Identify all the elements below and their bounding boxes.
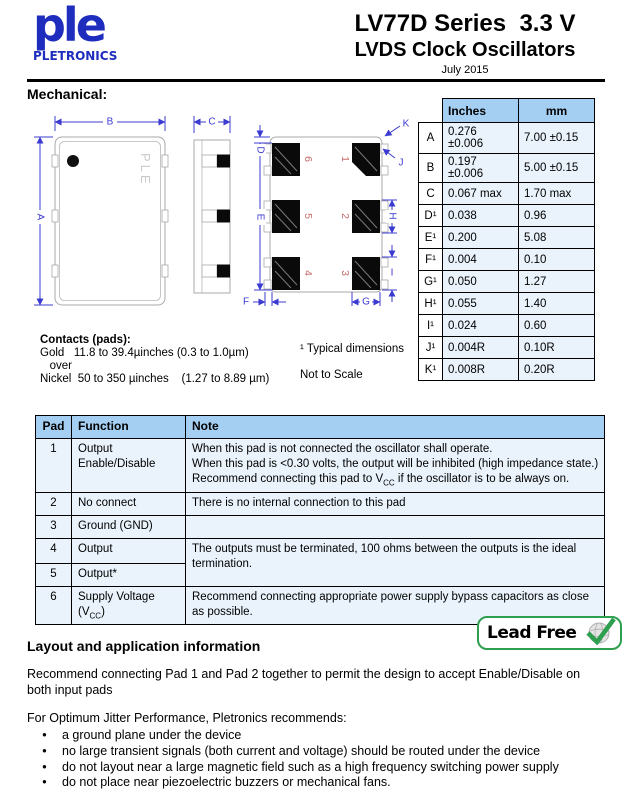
table-row: 2 No connect There is no internal connection to this pad (36, 492, 605, 515)
table-row: D¹ 0.038 0.96 (419, 205, 595, 227)
pad-number-4: 4 (302, 270, 314, 276)
list-item: • a ground plane under the device (27, 728, 607, 744)
pad-number-6: 6 (302, 156, 314, 162)
table-header-row (36, 416, 605, 439)
lead-free-label: Lead Free (487, 623, 582, 643)
col-header-pad: Pad (36, 416, 72, 439)
table-row: K¹ 0.008R 0.20R (419, 359, 595, 381)
pin1-marker-dot (67, 155, 79, 167)
logo-ple-text: ple (33, 0, 104, 52)
recommendations-list (27, 728, 607, 791)
bullet-icon: • (42, 743, 47, 758)
mechanical-drawing (25, 105, 415, 320)
mechanical-heading: Mechanical: (27, 86, 108, 102)
empty-corner-cell (419, 99, 443, 123)
logo-subtext: PLETRONICS (33, 48, 118, 63)
list-item: • no large transient signals (both current and voltage) should be routed under the device (27, 744, 607, 760)
typical-dimensions-note: ¹ Typical dimensions (300, 343, 404, 355)
table-row: H¹ 0.055 1.40 (419, 293, 595, 315)
bullet-icon: • (42, 728, 47, 742)
table-row: B 0.197 ±0.006 5.00 ±0.15 (419, 154, 595, 183)
globe-checkmark-icon (584, 617, 616, 645)
dim-label-h: H (386, 212, 398, 220)
bullet-icon: • (42, 759, 47, 774)
table-row: G¹ 0.050 1.27 (419, 271, 595, 293)
table-row: C 0.067 max 1.70 max (419, 183, 595, 205)
col-header-inches: Inches (443, 99, 519, 123)
table-row: 3 Ground (GND) (36, 515, 605, 538)
bottom-view (243, 119, 410, 309)
page-subtitle: LVDS Clock Oscillators (354, 39, 576, 61)
contacts-over: over (40, 360, 72, 372)
col-header-note: Note (186, 416, 605, 439)
table-row: 4 Output The outputs must be terminated, 100 ohms between the outputs is the ideal termination. (36, 538, 605, 563)
pletronics-logo (33, 0, 133, 63)
pad-number-1: 1 (339, 156, 351, 162)
dim-label-d: D (254, 146, 266, 154)
pad-number-3: 3 (339, 270, 351, 276)
page-title: LV77D Series 3.3 V (354, 10, 576, 37)
dim-label-f: F (242, 296, 250, 308)
col-header-mm: mm (519, 99, 595, 123)
package-watermark: PLE (138, 153, 153, 187)
dim-label-g: G (362, 296, 370, 308)
layout-paragraph-2: For Optimum Jitter Performance, Pletronics recommends: (27, 711, 347, 725)
dim-label-c: C (208, 116, 216, 128)
dim-label-e: E (254, 213, 266, 221)
pad-function-table (35, 415, 605, 625)
top-view (34, 116, 168, 305)
dim-label-b: B (106, 116, 114, 128)
contacts-gold: Gold 11.8 to 39.4µinches (0.3 to 1.0µm) (40, 347, 249, 359)
drawing-notes (300, 343, 404, 381)
list-item: • do not place near piezoelectric buzzers or mechanical fans. (27, 775, 607, 791)
layout-paragraph-1: Recommend connecting Pad 1 and Pad 2 together to permit the design to accept Enable/Disable on both input pads (27, 667, 581, 697)
not-to-scale-note: Not to Scale (300, 369, 363, 381)
table-row: 5 Output* (36, 563, 605, 586)
contacts-heading: Contacts (pads): (40, 334, 131, 346)
table-row: J¹ 0.004R 0.10R (419, 337, 595, 359)
col-header-function: Function (72, 416, 186, 439)
side-view (194, 116, 230, 293)
dimensions-table (418, 98, 595, 381)
header-divider (27, 79, 605, 82)
table-header-row (419, 99, 595, 123)
layout-section-heading: Layout and application information (27, 638, 261, 654)
title-block (320, 10, 610, 76)
list-item: • do not layout near a large magnetic field such as a high frequency switching power supply (27, 760, 607, 776)
dim-label-j: J (398, 157, 404, 169)
table-row: E¹ 0.200 5.08 (419, 227, 595, 249)
contacts-nickel: Nickel 50 to 350 µinches (1.27 to 8.89 µm) (40, 373, 270, 385)
pad-number-5: 5 (302, 213, 314, 219)
lead-free-badge (477, 616, 622, 650)
table-row: 6 Supply Voltage $(V_{CC})$ Recommend connecting appropriate power supply bypass capacitors as close as possible. (36, 586, 605, 625)
dim-label-i: I (390, 267, 394, 279)
table-row: 1 Output Enable/Disable When this pad is not connected the oscillator shall operate. When this pad is <0.30 volts, the output will be inhibited (high impedance state.) Recommend connecting this pad to $V_{CC}$ if the oscillator is to be always on. (36, 439, 605, 493)
date: July 2015 (441, 64, 489, 76)
contacts-block (40, 334, 269, 386)
table-row: A 0.276 ±0.006 7.00 ±0.15 (419, 123, 595, 154)
dim-label-a: A (34, 213, 46, 221)
table-row: F¹ 0.004 0.10 (419, 249, 595, 271)
pad-number-2: 2 (339, 213, 351, 219)
bullet-icon: • (42, 775, 47, 790)
table-row: I¹ 0.024 0.60 (419, 315, 595, 337)
dim-label-k: K (402, 118, 410, 130)
